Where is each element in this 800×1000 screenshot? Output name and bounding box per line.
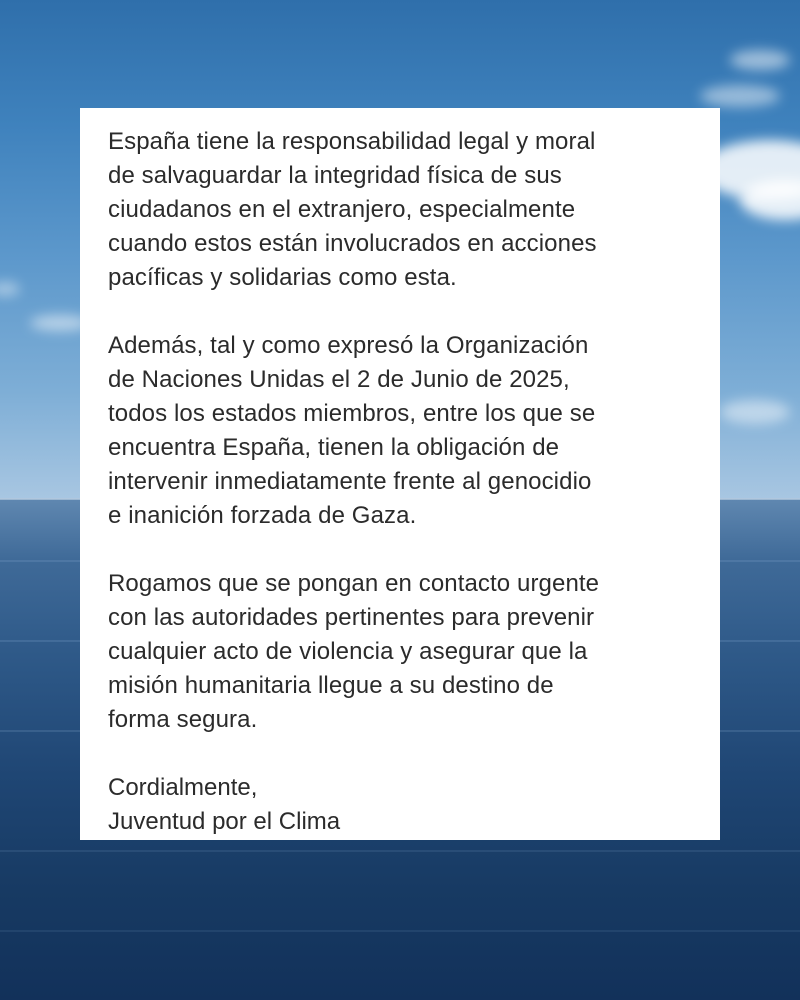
wave: [0, 930, 800, 932]
letter-paragraph: Además, tal y como expresó la Organización de Naciones Unidas el 2 de Junio de 2025, todos los estados miembros, entre los que se encuentra España, tienen la obligación de intervenir inmediatamente frente al genocidio e inanición forzada de Gaza.: [108, 332, 596, 529]
letter-paragraph: España tiene la responsabilidad legal y moral de salvaguardar la integridad física de sus ciudadanos en el extranjero, especialmente cuando estos están involucrados en acciones pacíficas y solidarias como esta.: [108, 128, 597, 291]
letter-paragraph: Rogamos que se pongan en contacto urgente con las autoridades pertinentes para prevenir cualquier acto de violencia y asegurar que la misión humanitaria llegue a su destino de forma segura.: [108, 570, 600, 733]
letter-signature: Juventud por el Clima: [108, 808, 341, 835]
cloud: [720, 400, 790, 424]
cloud: [730, 50, 790, 70]
letter-card: [80, 108, 720, 840]
letter-closing: Cordialmente,: [108, 774, 258, 801]
cloud: [700, 85, 780, 107]
wave: [0, 850, 800, 852]
